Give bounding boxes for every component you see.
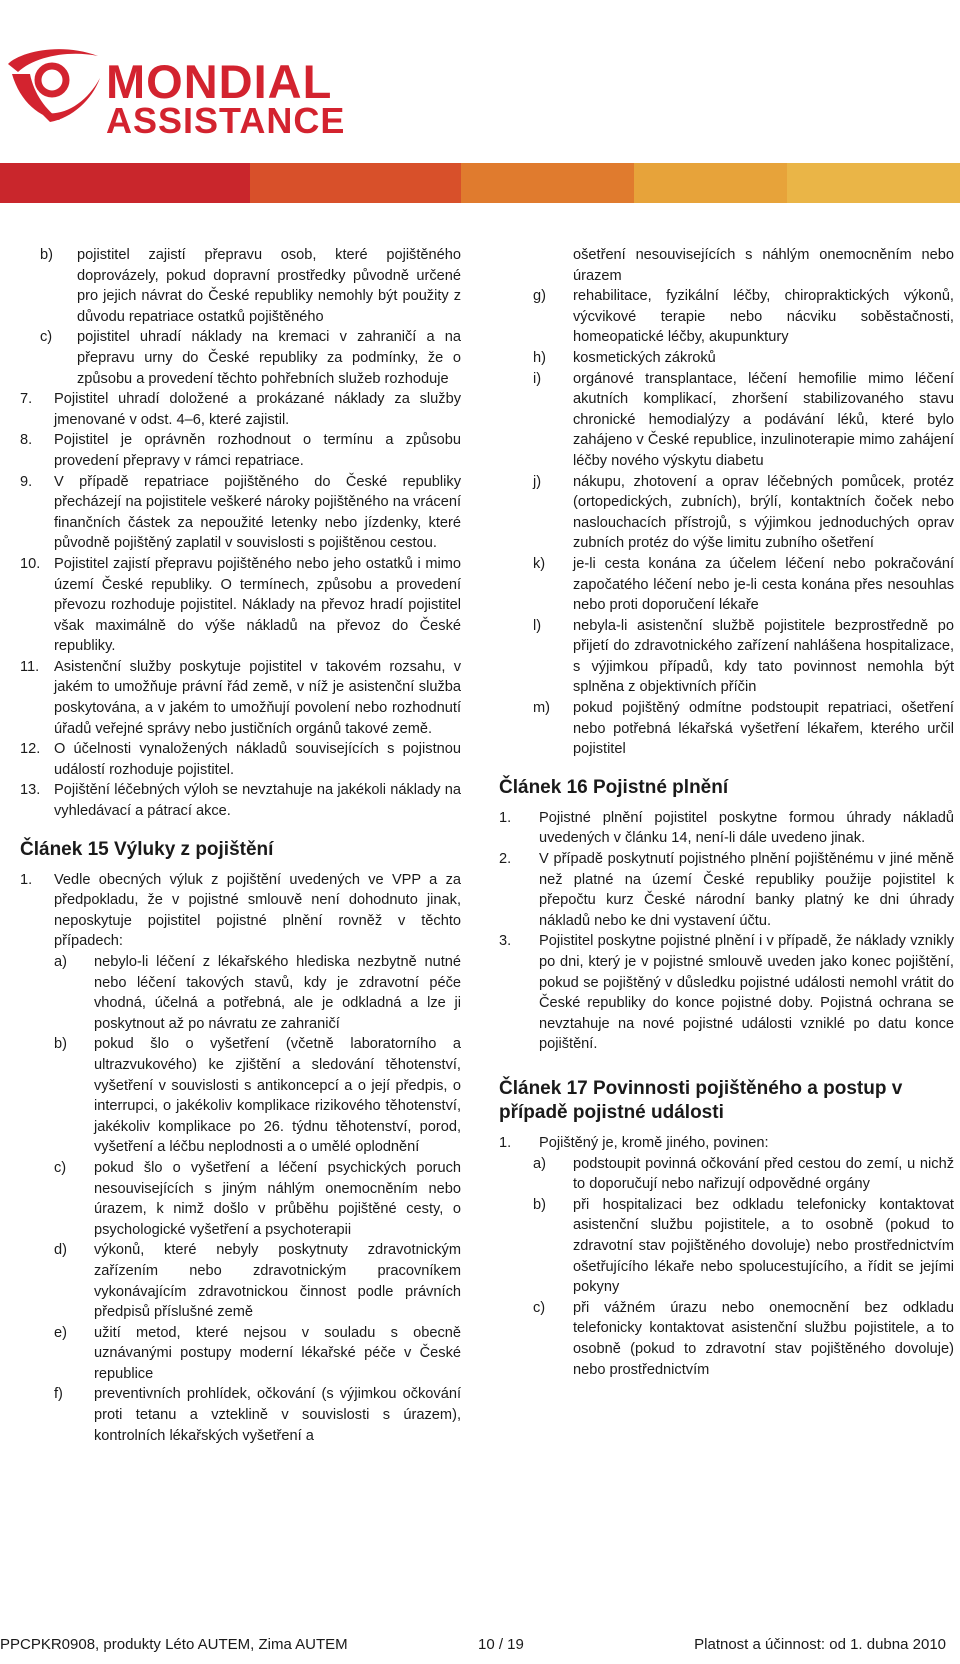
- paragraph-16-3: 3. Pojistitel poskytne pojistné plnění i v případě, že náklady vznikly po dni, který je v pojistné smlouvě uveden jako konec pojištění, pokud se pojištěný v důsledku pojistné události nemohl vrátit do České republiky do konce pojistné doby. Pojistná ochrana se nevztahuje na nové pojistné události vzniklé po datu konce pojištění.: [499, 933, 954, 1053]
- company-logo: [0, 22, 380, 141]
- paragraph-10: 10. Pojistitel zajistí přepravu pojištěného nebo jeho ostatků i mimo území České republiky. O termínech, způsobu a provedení převozu rozhoduje pojistitel. Náklady na převoz hradí pojistitel však maximálně do výše nákladů na převoz do České republiky.: [20, 555, 461, 655]
- paragraph-16-2: 2. V případě poskytnutí pojistného plnění pojištěnému v jiné měně než platné na území České republiky použije pojistitel k přepočtu kurz České národní banky platný ke dni úhrady nákladů nebo ke dni vystavení účtu.: [499, 851, 954, 929]
- list-item: b) pojistitel zajistí přepravu osob, které pojištěného doprovázely, pokud dopravní prostředky původně určené pro jejich návrat do České republiky nemohly být použity z důvodu repatriace ostatků pojištěného: [40, 247, 461, 325]
- footer-product-code: PPCPKR0908, produkty Léto AUTEM, Zima AUTEM: [0, 1636, 348, 1653]
- paragraph-11: 11. Asistenční služby poskytuje pojistitel v takovém rozsahu, v jakém to umožňuje právní řád země, v níž je asistenční služba poskytována, a v jakém to umožňují povolení nebo rozhodnutí úřadů veřejné správy nebo justičních orgánů takové země.: [20, 658, 461, 737]
- list-item: j) nákupu, zhotovení a oprav léčebných pomůcek, protéz (ortopedických, zubních), brýlí, kontaktních čoček nebo naslouchacích přístrojů, s výjimkou jednoduchých oprav zubních protéz do výše limitu zubního ošetření: [533, 473, 954, 552]
- left-column: [20, 245, 461, 1446]
- list-item: l) nebyla-li asistenční službě pojistitele bezprostředně po přijetí do zdravotnického zařízení nahlášena hospitalizace, s výjimkou případů, kdy tato povinnost nemohla být splněna z objektivních příčin: [533, 617, 954, 696]
- paragraph-12: 12. O účelnosti vynaložených nákladů souvisejících s pojistnou událostí rozhoduje pojistitel.: [20, 741, 461, 778]
- right-column: [499, 245, 954, 1380]
- list-item: m) pokud pojištěný odmítne podstoupit repatriaci, ošetření nebo potřebná lékařská vyšetření lékařem, kterého určil pojistitel: [533, 700, 954, 758]
- list-item: a) podstoupit povinná očkování před cestou do zemí, u nichž to doporučují nebo nařizují odpovědné orgány: [533, 1155, 954, 1193]
- list-item: f) preventivních prohlídek, očkování (s výjimkou očkování proti tetanu a vzteklině v souvislosti s úrazem), kontrolních lékařských vyšetření a: [54, 1386, 461, 1444]
- heading-article-15: Článek 15 Výluky z pojištění: [20, 838, 274, 860]
- list-item: b) pokud šlo o vyšetření (včetně laboratorního a ultrazvukového) ke zjištění a sledování těhotenství, vyšetření v souvislosti s antikoncepcí a o její předpis, o interrupci, o jakékoliv komplikace rizikového těhotenství, jakékoliv komplikace po 26. týdnu těhotenství, porod, vyšetření a léčbu neplodnosti a o umělé oplodnění: [54, 1036, 461, 1156]
- list-item: e) užití metod, které nejsou v souladu s obecně uznávanými postupy moderní lékařské péče v České republice: [54, 1324, 461, 1382]
- list-item: b) při hospitalizaci bez odkladu telefonicky kontaktovat asistenční službu pojistitele, a to osobně (pokud to zdravotní stav pojištěného dovoluje) nebo prostřednictvím ošetřujícího lékaře nebo spolucestujícího, a řídit se jejími pokyny: [533, 1196, 954, 1296]
- paragraph-7: 7. Pojistitel uhradí doložené a prokázané náklady za služby jmenované v odst. 4–6, které zajistil.: [20, 391, 461, 428]
- list-item: c) při vážném úrazu nebo onemocnění bez odkladu telefonicky kontaktovat asistenční službu pojistitele, a to osobně (pokud to zdravotní stav pojištěného dovoluje) nebo prostřednictvím: [533, 1299, 954, 1378]
- list-item-continuation: ošetření nesouvisejících s náhlým onemocněním nebo úrazem: [573, 247, 954, 284]
- header-color-bar: [0, 163, 960, 203]
- list-item: k) je-li cesta konána za účelem léčení nebo pokračování započatého léčení nebo je-li cesta konána přes nesouhlas nebo proti doporučení lékaře: [533, 555, 954, 614]
- list-item: g) rehabilitace, fyzikální léčby, chiropraktických výkonů, výcvikové terapie nebo nácviku soběstačnosti, homeopatické léčby, akupunktury: [533, 288, 954, 346]
- list-item: i) orgánové transplantace, léčení hemofilie mimo léčení akutních komplikací, zhoršení stabilizovaného stavu chronické hemodialýzy a podávání léků, které bylo zahájeno v České republice, inzulinoterapie mimo zahájení léčby nového výskytu diabetu: [533, 370, 954, 469]
- paragraph-16-1: 1. Pojistné plnění pojistitel poskytne formou úhrady nákladů uvedených v článku 14, není-li dále uvedeno jinak.: [499, 809, 954, 847]
- list-item: c) pokud šlo o vyšetření a léčení psychických poruch nesouvisejících s jiným náhlým onemocněním nebo úrazem, k nimž došlo v průběhu pojištěné cesty, o psychologické vyšetření a psychoterapii: [54, 1159, 461, 1238]
- mondial-swoosh-icon: [0, 22, 110, 132]
- heading-article-16: Článek 16 Pojistné plnění: [499, 776, 729, 798]
- paragraph-8: 8. Pojistitel je oprávněn rozhodnout o termínu a způsobu provedení přepravy v rámci repatriace.: [20, 432, 461, 469]
- page-number: 10 / 19: [478, 1636, 524, 1653]
- list-item: h) kosmetických zákroků: [533, 349, 716, 366]
- brand-subname: ASSISTANCE: [106, 100, 346, 141]
- list-item: a) nebylo-li léčení z lékařského hlediska nezbytně nutné nebo léčení takových stavů, kdy je zdravotní péče vhodná, účelná a potřebná, ale je odkladná a lze ji poskytnout až po návratu ze zahraničí: [54, 954, 461, 1032]
- paragraph-17-1: 1. Pojištěný je, kromě jiného, povinen:: [499, 1134, 769, 1151]
- paragraph-9: 9. V případě repatriace pojištěného do České republiky přecházejí na pojistitele veškeré nároky pojištěného na vrácení finančních částek za nepoužité letenky nebo jízdenky, které původně pojištěný zaplatil v souvislosti s pojištěnou cestou.: [20, 473, 461, 552]
- list-item: d) výkonů, které nebyly poskytnuty zdravotnickým zařízením nebo zdravotnickým pracovníkem vykonávajícím zdravotnickou činnost podle právních předpisů příslušné země: [54, 1242, 461, 1321]
- list-item: c) pojistitel uhradí náklady na kremaci v zahraničí a na přepravu urny do České republiky za podmínky, že o způsobu a provedení těchto pohřebních služeb rozhoduje: [40, 329, 461, 387]
- heading-article-17: Článek 17 Povinnosti pojištěného a postup v případě pojistné události: [499, 1077, 903, 1123]
- brand-name: MONDIAL: [106, 55, 333, 108]
- footer-validity: Platnost a účinnost: od 1. dubna 2010: [694, 1636, 946, 1653]
- paragraph-13: 13. Pojištění léčebných výloh se nevztahuje na jakékoli náklady na vyhledávací a pátrací akce.: [20, 782, 461, 820]
- paragraph-15-1: 1. Vedle obecných výluk z pojištění uvedených ve VPP a za předpokladu, že v pojistné smlouvě není dohodnuto jinak, neposkytuje pojistitel pojistné plnění rovněž v těchto případech:: [20, 871, 461, 950]
